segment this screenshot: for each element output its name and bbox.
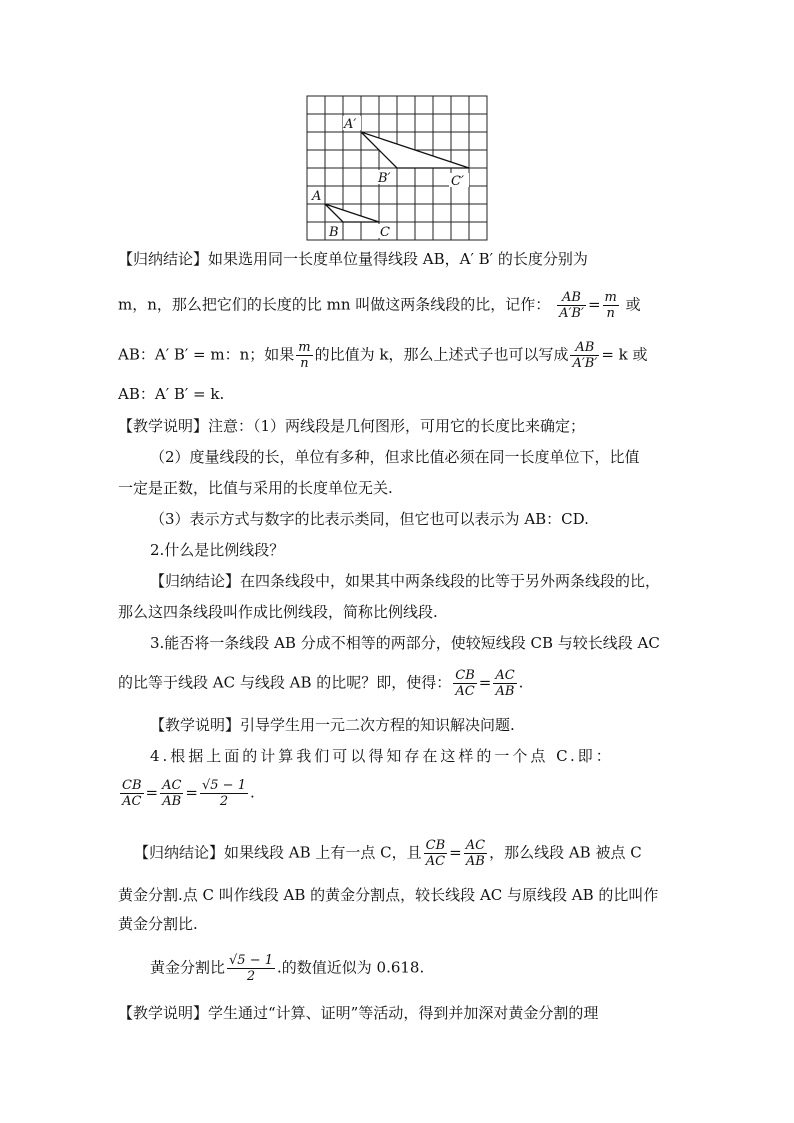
text-line (118, 340, 678, 371)
text-line: $\frac{CB}{AC}$ = $\frac{AC}{AB}$ = $\frac{√5 - 1}{2}$ . (122, 778, 255, 809)
text-line (118, 249, 678, 269)
summary-text: = k 或 (601, 345, 648, 364)
summary-text: AB：A′ B′ = k. (118, 385, 225, 403)
fraction: $\frac{AC}{AB}$ (162, 778, 182, 809)
text-line (150, 633, 710, 653)
teaching-note: （2）度量线段的长，单位有多种，但求比值必须在同一长度单位下，比值 (150, 448, 640, 466)
summary-text: 或 (625, 295, 641, 314)
summary-text: 【归纳结论】如果线段 AB 上有一点 C，且 (134, 843, 422, 862)
label-b: B (329, 225, 339, 240)
teaching-note: 【教学说明】注意：（1）两线段是几何图形，可用它的长度比来确定； (118, 417, 586, 435)
teaching-note: （3）表示方式与数字的比表示类同，但它也可以表示为 AB：CD. (150, 510, 589, 528)
label-c: C (380, 225, 390, 240)
question-text: 的比等于线段 AC 与线段 AB 的比呢？即，使得： (118, 673, 452, 692)
question-text: 3.能否将一条线段 AB 分成不相等的两部分，使较短线段 CB 与较长线段 AC (150, 634, 660, 652)
text-line (118, 384, 678, 404)
text-line (118, 914, 678, 934)
summary-text: 的比值为 k，那么上述式子也可以写成 (314, 345, 569, 364)
teaching-note: 一定是正数，比值与采用的长度单位无关. (118, 479, 393, 497)
summary-text: ，那么线段 AB 被点 C (489, 843, 642, 862)
text-line (118, 885, 678, 905)
text-line: m，n，那么把它们的长度的比 mn 叫做这两条线段的比，记作： $\frac{AB}{A'B'}$ = $\frac{m}{n}$ 或 (118, 290, 641, 321)
summary-text: 【归纳结论】如果选用同一长度单位量得线段 AB，A′ B′ 的长度分别为 (118, 250, 588, 268)
summary-text: 黄金分割比. (118, 915, 198, 933)
summary-text: m，n，那么把它们的长度的比 mn 叫做这两条线段的比，记作： (118, 295, 551, 314)
text-line: 【归纳结论】如果线段 AB 上有一点 C，且 $\frac{CB}{AC}$ = $\frac{AC}{AB}$ ，那么线段 AB 被点 C (134, 838, 642, 869)
fraction: $\frac{CB}{AC}$ (455, 668, 475, 699)
teaching-note: 【教学说明】学生通过“计算、证明”等活动，得到并加深对黄金分割的理 (118, 1004, 599, 1022)
fraction: $\frac{√5 - 1}{2}$ (229, 953, 273, 984)
summary-text: AB：A′ B′ = m：n；如果 (118, 345, 295, 364)
fraction: $\frac{√5 - 1}{2}$ (202, 778, 246, 809)
teaching-note: 【教学说明】引导学生用一元二次方程的知识解决问题. (150, 716, 515, 734)
text-line (118, 416, 678, 436)
summary-text: 【归纳结论】在四条线段中，如果其中两条线段的比等于另外两条线段的比， (150, 572, 661, 590)
summary-text: 黄金分割.点 C 叫作线段 AB 的黄金分割点，较长线段 AC 与原线段 AB 的比叫作 (118, 886, 659, 904)
text-line (150, 715, 710, 735)
text-line (150, 746, 710, 766)
question-heading: 2.什么是比例线段？ (150, 541, 285, 559)
text-line (150, 953, 710, 984)
fraction: $\frac{m}{n}$ (604, 290, 617, 321)
text-line (118, 1003, 678, 1023)
label-c-prime: C′ (451, 174, 464, 189)
question-text: 4.根据上面的计算我们可以得知存在这样的一个点 C.即： (150, 747, 614, 765)
text-line (118, 602, 678, 622)
fraction: $\frac{CB}{AC}$ (122, 778, 142, 809)
text-line: 的比等于线段 AC 与线段 AB 的比呢？即，使得： $\frac{CB}{AC}$ = $\frac{AC}{AB}$ . (118, 668, 524, 699)
summary-text: .的数值近似为 0.618. (277, 958, 425, 977)
fraction: $\frac{CB}{AC}$ (425, 838, 446, 869)
text-line (150, 571, 710, 591)
fraction: $\frac{AC}{AB}$ (495, 668, 515, 699)
fraction: $\frac{AB}{A'B'}$ (572, 340, 598, 371)
fraction: $\frac{AB}{A'B'}$ (559, 290, 584, 321)
text-line (150, 540, 710, 560)
text-line (118, 478, 678, 498)
label-a-prime: A′ (344, 117, 357, 132)
summary-text: 那么这四条线段叫作成比例线段，简称比例线段. (118, 603, 438, 621)
fraction: $\frac{AC}{AB}$ (465, 838, 486, 869)
text-line (150, 447, 710, 467)
label-b-prime: B′ (378, 171, 391, 186)
grid-figure (306, 95, 488, 241)
fraction: $\frac{m}{n}$ (298, 340, 311, 371)
summary-text: 黄金分割比 (150, 958, 226, 977)
triangle-small (325, 204, 379, 222)
text-line (150, 509, 710, 529)
label-a: A (312, 189, 322, 204)
